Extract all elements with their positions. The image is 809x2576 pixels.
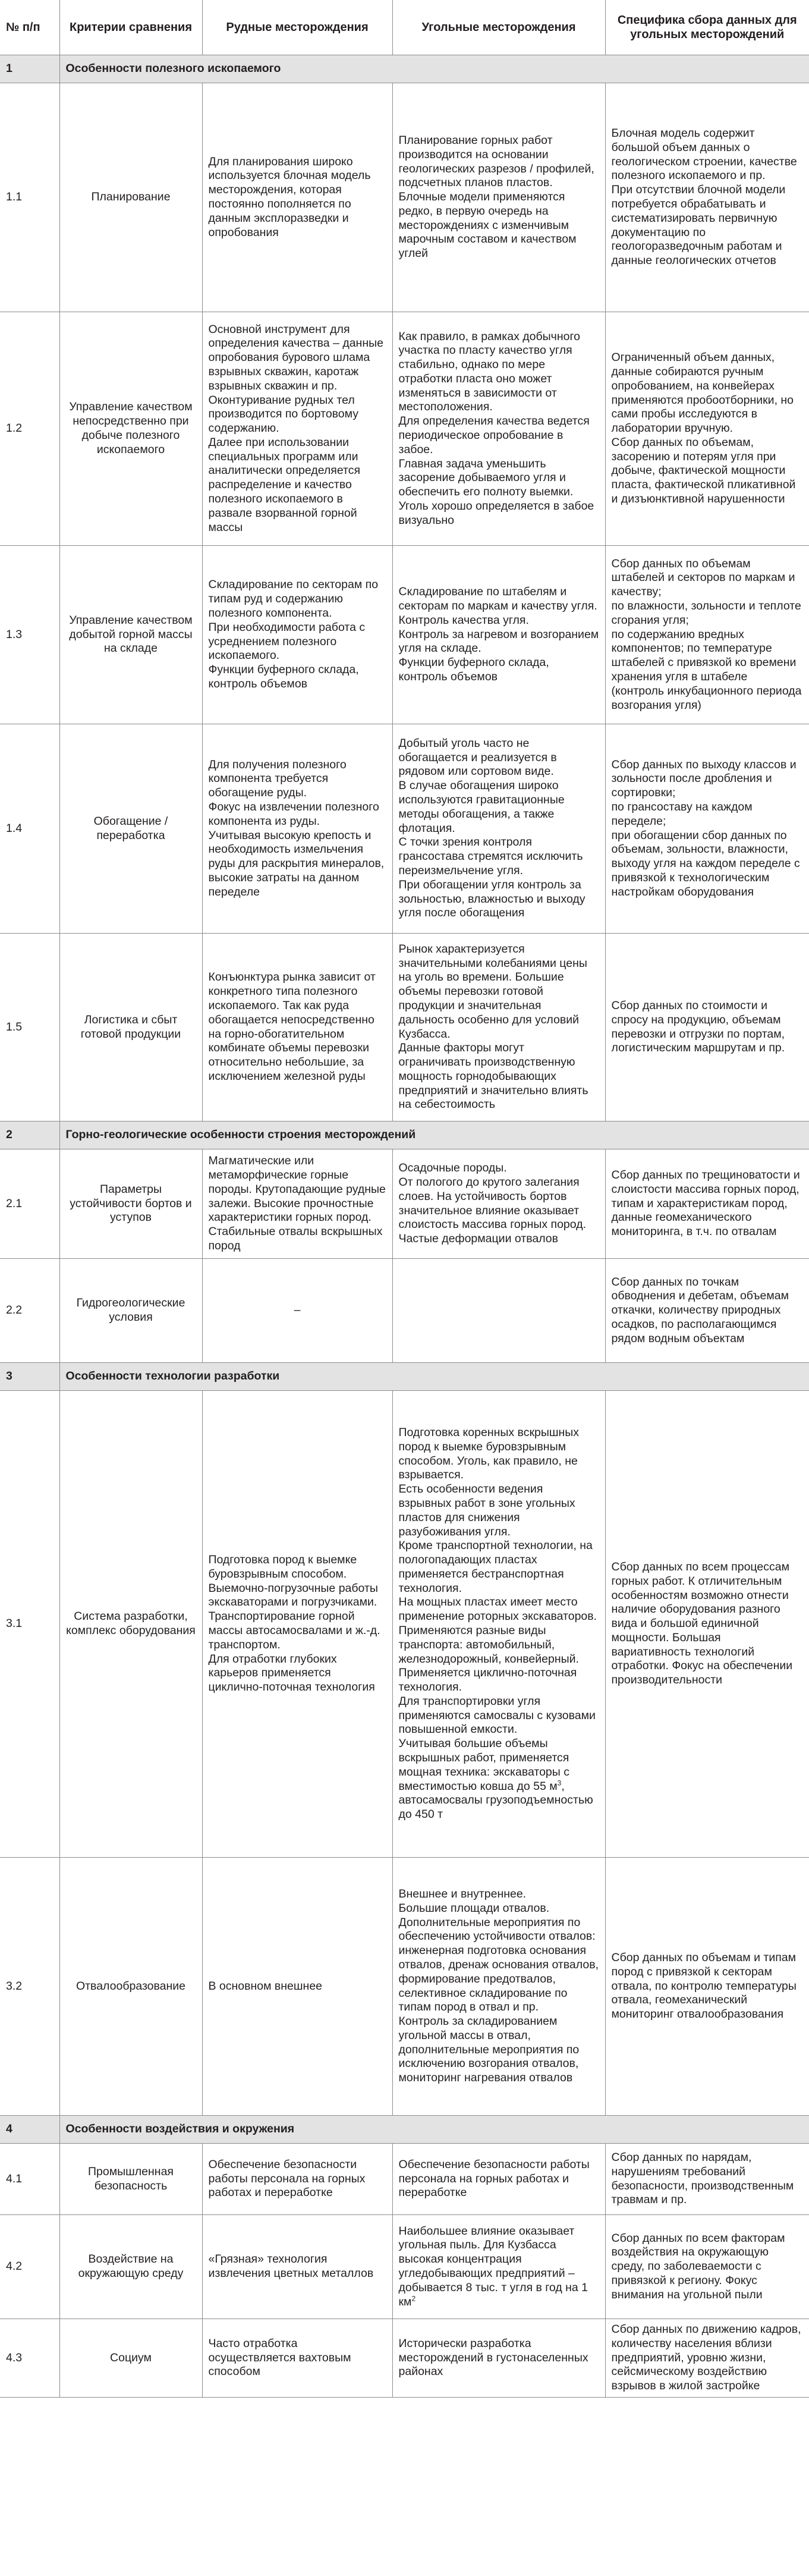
- coal-text: Подготовка коренных вскрышных пород к выемке буровзрывным способом. Уголь, как правило, не взрывается. Есть особенности ведения взрывных работ в зоне угольных пластов для снижения разубоживания угля. Кроме транспортной технологии, на пологопадающих пластах применяется бестранспортная технология. На мощных пластах имеет место применение роторных экскаваторов. Применяются разные виды транспорта: автомобильный, железнодорожный, конвейерный. Применяется циклично-поточная технология. Для транспортировки угля применяются самосвалы с кузовами повышенной емкости. Учитывая большие объемы вскрышных работ, применяется мощная техника: экскаваторы с вместимостью ковша до 55 м: [398, 1426, 597, 1793]
- coal-cell: Планирование горных работ производится на основании геологических разрезов / профилей, подсчетных планов пластов. Блочные модели применяются редко, в первую очередь на месторождениях с изменчивым марочным составом и качеством углей: [392, 83, 605, 312]
- row-number: 2.2: [0, 1259, 59, 1363]
- specifics-cell: Сбор данных по трещиноватости и слоистости массива горных пород, типам и характеристикам пород, данные геомеханического мониторинга, в т.ч. по отвалам: [605, 1149, 809, 1259]
- table-row: [0, 724, 809, 934]
- coal-cell: Добытый уголь часто не обогащается и реализуется в рядовом или сортовом виде. В случае обогащения широко используются гравитационные методы обогащения, а также флотация. С точки зрения контроля грансостава стремятся исключить переизмельчение угля. При обогащении угля контроль за зольностью, влажностью и выходу угля после обогащения: [392, 724, 605, 934]
- specifics-cell: Сбор данных по точкам обводнения и дебетам, объемам откачки, количеству природных осадков, по располагающимся рядом водным объектам: [605, 1259, 809, 1363]
- coal-cell: Рынок характеризуется значительными колебаниями цены на уголь во времени. Большие объемы перевозки готовой продукции и значительная дальность особенно для условий Кузбасса. Данные факторы могут ограничивать производственную мощность горнодобывающих предприятий и значительно влиять на себестоимость: [392, 934, 605, 1121]
- table-row: [0, 2319, 809, 2398]
- row-number: 2.1: [0, 1149, 59, 1259]
- specifics-cell: Сбор данных по всем процессам горных работ. К отличительным особенностям возможно отнести наличие оборудования разного вида и большой единичной мощности. Большая вариативность технологий отработки. Фокус на обеспечении производительности: [605, 1391, 809, 1858]
- specifics-cell: Сбор данных по объемам и типам пород с привязкой к секторам отвала, по контролю температуры отвала, геомеханический мониторинг отвалообразования: [605, 1858, 809, 2116]
- ore-cell: Магматические или метаморфические горные породы. Крутопадающие рудные залежи. Высокие прочностные характеристики горных пород. Стабильные отвалы вскрышных пород: [202, 1149, 392, 1259]
- criteria-cell: Параметры устойчивости бортов и уступов: [59, 1149, 202, 1259]
- section-number: 4: [0, 2116, 59, 2144]
- row-number: 3.2: [0, 1858, 59, 2116]
- table-header-row: [0, 0, 809, 55]
- table-row: [0, 546, 809, 724]
- table-row: [0, 1149, 809, 1259]
- header-criteria: Критерии сравнения: [59, 0, 202, 55]
- specifics-cell: Сбор данных по стоимости и спросу на продукцию, объемам перевозки и отгрузки по портам, логистическим маршрутам и пр.: [605, 934, 809, 1121]
- row-number: 1.1: [0, 83, 59, 312]
- ore-cell: Обеспечение безопасности работы персонала на горных работах и переработке: [202, 2144, 392, 2215]
- ore-cell: В основном внешнее: [202, 1858, 392, 2116]
- criteria-cell: Гидрогеологические условия: [59, 1259, 202, 1363]
- ore-cell: Основной инструмент для определения качества – данные опробования бурового шлама взрывных скважин, каротаж взрывных скважин и пр. Оконтуривание рудных тел производится по бортовому содержанию. Далее при использовании специальных программ или аналитически определяется распределение и качество полезного ископаемого в развале взорванной горной массы: [202, 312, 392, 546]
- header-ore: Рудные месторождения: [202, 0, 392, 55]
- table-row: [0, 1391, 809, 1858]
- section-row: [0, 2116, 809, 2144]
- coal-cell: [392, 1391, 605, 1858]
- criteria-cell: Социум: [59, 2319, 202, 2398]
- specifics-cell: Сбор данных по объемам штабелей и секторов по маркам и качеству; по влажности, зольности и теплоте сгорания угля; по содержанию вредных компонентов; по температуре штабелей с привязкой ко времени хранения угля в штабеле (контроль инкубационного периода возгорания угля): [605, 546, 809, 724]
- ore-cell: –: [202, 1259, 392, 1363]
- table-row: [0, 1858, 809, 2116]
- row-number: 1.5: [0, 934, 59, 1121]
- unit-superscript: 3: [557, 1779, 562, 1788]
- criteria-cell: Отвалообразование: [59, 1858, 202, 2116]
- coal-cell: [392, 1259, 605, 1363]
- coal-cell: Как правило, в рамках добычного участка по пласту качество угля стабильно, однако по мере отработки пласта оно может изменяться в зависимости от местоположения. Для определения качества ведется периодическое опробование в забое. Главная задача уменьшить засорение добываемого угля и обеспечить его полноту выемки. Уголь хорошо определяется в забое визуально: [392, 312, 605, 546]
- section-title: Особенности технологии разработки: [59, 1363, 809, 1391]
- ore-cell: Конъюнктура рынка зависит от конкретного типа полезного ископаемого. Так как руда обогащается непосредственно на горно-обогатительном комбинате объемы перевозки относительно небольшие, за исключением железной руды: [202, 934, 392, 1121]
- section-row: [0, 55, 809, 83]
- coal-cell: Обеспечение безопасности работы персонала на горных работах и переработке: [392, 2144, 605, 2215]
- specifics-cell: Блочная модель содержит большой объем данных о геологическом строении, качестве полезного ископаемого и пр. При отсутствии блочной модели потребуется обрабатывать и систематизировать первичную документацию по геологоразведочным работам и данные геологических отчетов: [605, 83, 809, 312]
- specifics-cell: Сбор данных по движению кадров, количеству населения вблизи предприятий, уровню жизни, сейсмическому воздействию взрывов в жилой застройке: [605, 2319, 809, 2398]
- coal-cell: Внешнее и внутреннее. Большие площади отвалов. Дополнительные мероприятия по обеспечению устойчивости отвалов: инженерная подготовка основания отвалов, дренаж основания отвалов, формирование предотвалов, селективное складирование по типам пород в отвал и пр. Контроль за складированием угольной массы в отвал, дополнительные мероприятия по исключению возгорания отвалов, мониторинг нагревания отвалов: [392, 1858, 605, 2116]
- ore-cell: Для планирования широко используется блочная модель месторождения, которая постоянно пополняется по данным эксплоразведки и опробования: [202, 83, 392, 312]
- row-number: 4.2: [0, 2215, 59, 2319]
- row-number: 4.1: [0, 2144, 59, 2215]
- table-row: [0, 2144, 809, 2215]
- section-number: 3: [0, 1363, 59, 1391]
- criteria-cell: Управление качеством непосредственно при добыче полезного ископаемого: [59, 312, 202, 546]
- ore-cell: Часто отработка осуществляется вахтовым способом: [202, 2319, 392, 2398]
- ore-cell: «Грязная» технология извлечения цветных металлов: [202, 2215, 392, 2319]
- criteria-cell: Обогащение / переработка: [59, 724, 202, 934]
- criteria-cell: Система разработки, комплекс оборудования: [59, 1391, 202, 1858]
- section-number: 1: [0, 55, 59, 83]
- section-number: 2: [0, 1121, 59, 1149]
- specifics-cell: Сбор данных по выходу классов и зольности после дробления и сортировки; по грансоставу на каждом переделе; при обогащении сбор данных по объемам, зольности, влажности, выходу угля на каждом переделе с привязкой к технологическим настройкам оборудования: [605, 724, 809, 934]
- coal-cell: Исторически разработка месторождений в густонаселенных районах: [392, 2319, 605, 2398]
- table-row: [0, 312, 809, 546]
- row-number: 1.4: [0, 724, 59, 934]
- row-number: 4.3: [0, 2319, 59, 2398]
- coal-cell: Складирование по штабелям и секторам по маркам и качеству угля. Контроль качества угля. Контроль за нагревом и возгоранием угля на складе. Функции буферного склада, контроль объемов: [392, 546, 605, 724]
- specifics-cell: Сбор данных по нарядам, нарушениям требований безопасности, производственным травмам и пр.: [605, 2144, 809, 2215]
- coal-text: Наибольшее влияние оказывает угольная пыль. Для Кузбасса высокая концентрация угледобывающих предприятий – добывается 8 тыс. т угля в год на 1 км: [398, 2224, 588, 2308]
- coal-cell: Осадочные породы. От пологого до крутого залегания слоев. На устойчивость бортов значительное влияние оказывает слоистость массива горных пород. Частые деформации отвалов: [392, 1149, 605, 1259]
- specifics-cell: Ограниченный объем данных, данные собираются ручным опробованием, на конвейерах применяются пробоотборники, но сами пробы исследуются в лаборатории вручную. Сбор данных по объемам, засорению и потерям угля при добыче, фактической мощности пласта, фактической пликативной и дизъюнктивной нарушенности: [605, 312, 809, 546]
- table-row: [0, 1259, 809, 1363]
- section-title: Горно-геологические особенности строения месторождений: [59, 1121, 809, 1149]
- table-body: [0, 55, 809, 2398]
- row-number: 1.2: [0, 312, 59, 546]
- criteria-cell: Планирование: [59, 83, 202, 312]
- row-number: 1.3: [0, 546, 59, 724]
- table-row: [0, 83, 809, 312]
- section-row: [0, 1121, 809, 1149]
- criteria-cell: Промышленная безопасность: [59, 2144, 202, 2215]
- coal-cell: [392, 2215, 605, 2319]
- ore-cell: Для получения полезного компонента требуется обогащение руды. Фокус на извлечении полезного компонента из руды. Учитывая высокую крепость и необходимость измельчения руды для раскрытия минералов, высокие затраты на данном переделе: [202, 724, 392, 934]
- table-row: [0, 934, 809, 1121]
- header-num: № п/п: [0, 0, 59, 55]
- section-row: [0, 1363, 809, 1391]
- ore-cell: Складирование по секторам по типам руд и содержанию полезного компонента. При необходимости работа с усреднением полезного ископаемого. Функции буферного склада, контроль объемов: [202, 546, 392, 724]
- criteria-cell: Управление качеством добытой горной массы на складе: [59, 546, 202, 724]
- unit-superscript: 2: [411, 2294, 416, 2303]
- header-specifics: Специфика сбора данных для угольных месторождений: [605, 0, 809, 55]
- table-row: [0, 2215, 809, 2319]
- section-title: Особенности полезного ископаемого: [59, 55, 809, 83]
- criteria-cell: Воздействие на окружающую среду: [59, 2215, 202, 2319]
- section-title: Особенности воздействия и окружения: [59, 2116, 809, 2144]
- ore-cell: Подготовка пород к выемке буровзрывным способом. Выемочно-погрузочные работы экскаваторами и погрузчиками. Транспортирование горной массы автосамосвалами и ж.-д. транспортом. Для отработки глубоких карьеров применяется циклично-поточная технология: [202, 1391, 392, 1858]
- row-number: 3.1: [0, 1391, 59, 1858]
- criteria-cell: Логистика и сбыт готовой продукции: [59, 934, 202, 1121]
- header-coal: Угольные месторождения: [392, 0, 605, 55]
- specifics-cell: Сбор данных по всем факторам воздействия на окружающую среду, по заболеваемости с привязкой к региону. Фокус внимания на угольной пыли: [605, 2215, 809, 2319]
- coal-text-tail: , автосамосвалы грузоподъемностью до 450 т: [398, 1779, 593, 1821]
